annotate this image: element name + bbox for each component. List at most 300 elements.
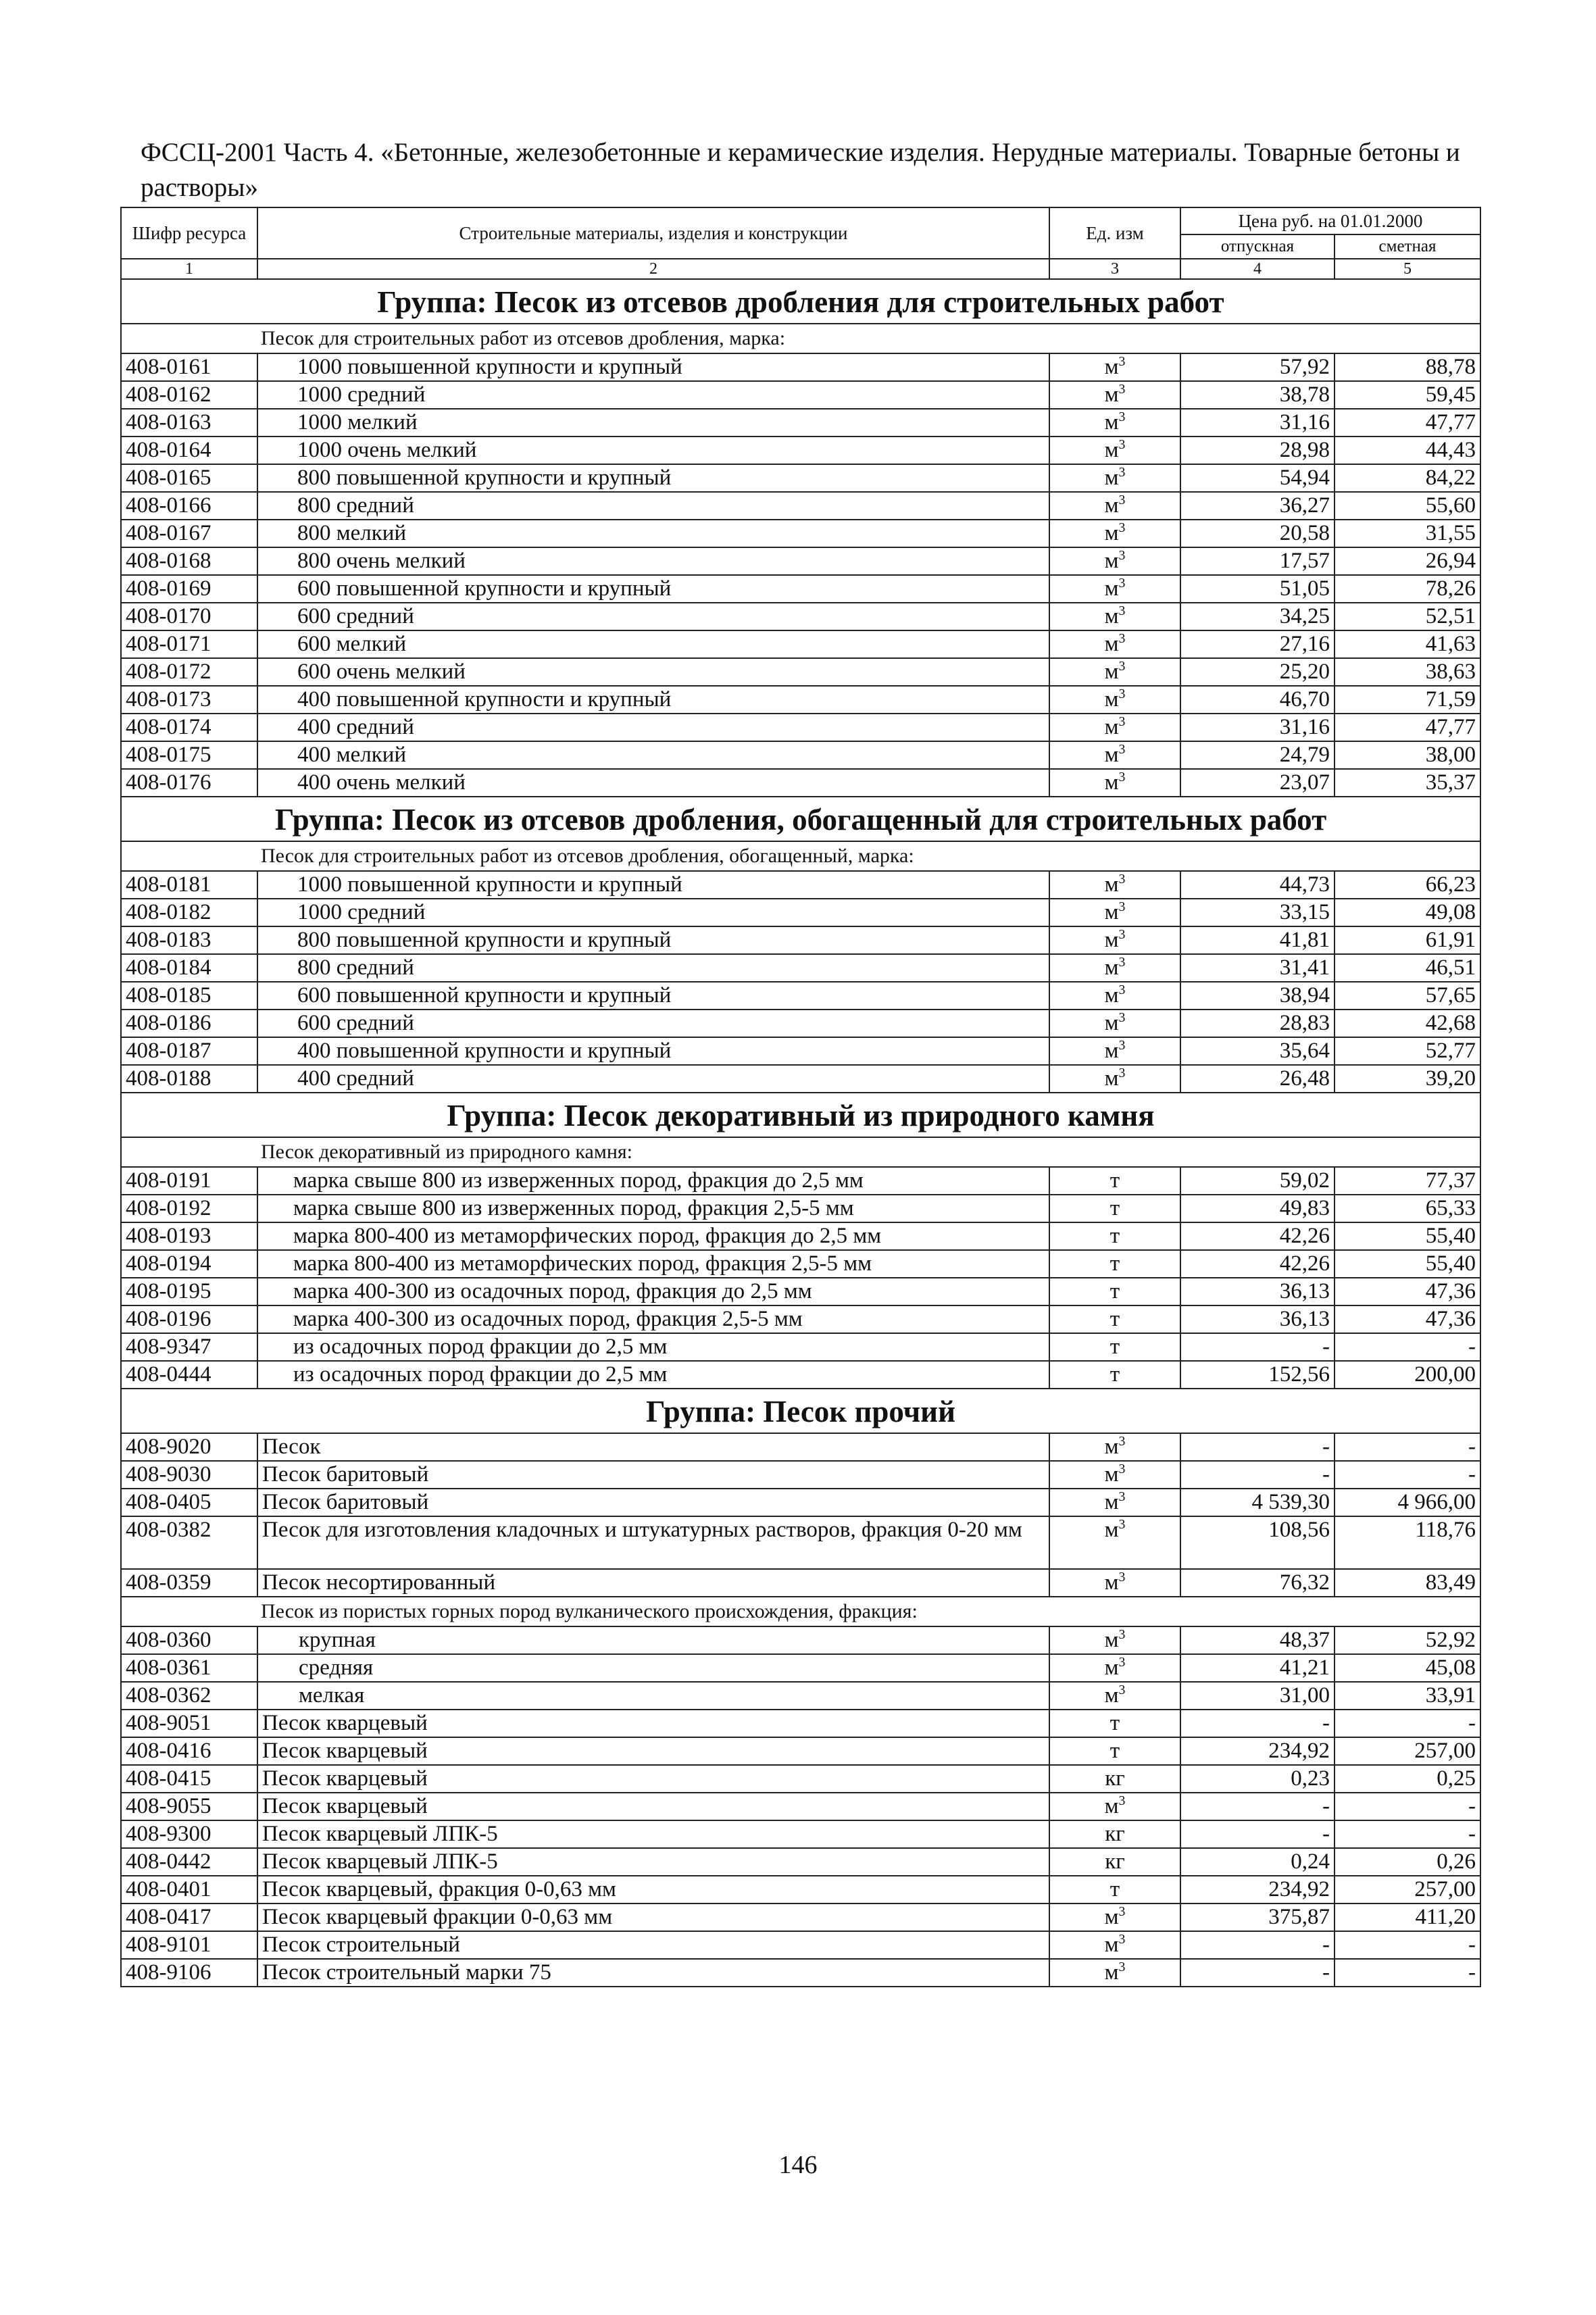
- release-price: -: [1180, 1461, 1335, 1489]
- resource-code: 408-0174: [121, 714, 257, 741]
- unit-exponent: 3: [1118, 714, 1126, 729]
- estimate-price: -: [1335, 1461, 1480, 1489]
- subheader-row: [121, 1137, 1480, 1167]
- unit-cell: [1049, 1710, 1180, 1737]
- table-row: [121, 714, 1480, 741]
- material-name: из осадочных пород фракции до 2,5 мм: [257, 1361, 1049, 1389]
- unit: т: [1109, 1307, 1120, 1331]
- table-row: [121, 353, 1480, 381]
- resource-code: 408-0192: [121, 1195, 257, 1222]
- resource-code: 408-0182: [121, 899, 257, 926]
- subheader-text: Песок декоративный из природного камня:: [261, 1141, 633, 1163]
- release-price: 38,94: [1180, 982, 1335, 1010]
- release-price: 4 539,30: [1180, 1489, 1335, 1516]
- resource-code: 408-0194: [121, 1250, 257, 1278]
- estimate-price: 66,23: [1335, 871, 1480, 899]
- unit: м: [1104, 872, 1119, 897]
- material-name: 1000 очень мелкий: [257, 437, 1049, 464]
- material-name: марка 400-300 из осадочных пород, фракция 2,5-5 мм: [257, 1305, 1049, 1333]
- resource-code: 408-0193: [121, 1222, 257, 1250]
- material-name: Песок баритовый: [257, 1489, 1049, 1516]
- estimate-price: 47,36: [1335, 1278, 1480, 1305]
- unit-cell: [1049, 1250, 1180, 1278]
- column-number: 4: [1180, 259, 1335, 279]
- table-row: [121, 1516, 1480, 1569]
- release-price: 25,20: [1180, 658, 1335, 686]
- unit: м: [1104, 1039, 1119, 1063]
- material-name: 600 средний: [257, 1010, 1049, 1037]
- resource-code: 408-0181: [121, 871, 257, 899]
- unit-cell: [1049, 1516, 1180, 1569]
- unit-cell: [1049, 982, 1180, 1010]
- unit: м: [1104, 743, 1119, 767]
- release-price: 35,64: [1180, 1037, 1335, 1065]
- header-price: Цена руб. на 01.01.2000: [1180, 207, 1480, 234]
- table-row: [121, 1361, 1480, 1389]
- unit: м: [1104, 549, 1119, 573]
- subheader-cell: [121, 1597, 1480, 1626]
- estimate-price: 46,51: [1335, 954, 1480, 982]
- unit: м: [1104, 715, 1119, 739]
- unit-cell: [1049, 1222, 1180, 1250]
- resource-code: 408-0186: [121, 1010, 257, 1037]
- unit-cell: [1049, 437, 1180, 464]
- unit-cell: [1049, 1793, 1180, 1820]
- resource-code: 408-0405: [121, 1489, 257, 1516]
- estimate-price: -: [1335, 1710, 1480, 1737]
- unit-exponent: 3: [1118, 1517, 1126, 1532]
- unit-cell: [1049, 1278, 1180, 1305]
- material-name: 1000 средний: [257, 381, 1049, 409]
- release-price: 28,83: [1180, 1010, 1335, 1037]
- table-row: [121, 1765, 1480, 1793]
- resource-code: 408-9020: [121, 1433, 257, 1461]
- material-name: Песок баритовый: [257, 1461, 1049, 1489]
- table-row: [121, 1461, 1480, 1489]
- unit-exponent: 3: [1118, 520, 1126, 535]
- material-name: Песок кварцевый фракции 0-0,63 мм: [257, 1903, 1049, 1931]
- unit-cell: [1049, 492, 1180, 520]
- unit-exponent: 3: [1118, 1066, 1126, 1080]
- estimate-price: 57,65: [1335, 982, 1480, 1010]
- unit: м: [1104, 1905, 1119, 1929]
- unit-exponent: 3: [1118, 1462, 1126, 1476]
- unit-cell: [1049, 1461, 1180, 1489]
- estimate-price: 52,51: [1335, 603, 1480, 630]
- table-row: [121, 1876, 1480, 1903]
- release-price: 27,16: [1180, 630, 1335, 658]
- unit: т: [1109, 1251, 1120, 1276]
- table-row: [121, 1737, 1480, 1765]
- unit: т: [1109, 1279, 1120, 1303]
- unit-exponent: 3: [1118, 742, 1126, 757]
- unit-cell: [1049, 1820, 1180, 1848]
- unit-cell: [1049, 1903, 1180, 1931]
- subheader-text: Песок из пористых горных пород вулканического происхождения, фракция:: [261, 1600, 918, 1622]
- unit-cell: [1049, 686, 1180, 714]
- table-row: [121, 1037, 1480, 1065]
- unit: м: [1104, 1656, 1119, 1680]
- material-name: 800 очень мелкий: [257, 547, 1049, 575]
- unit-exponent: 3: [1118, 1489, 1126, 1504]
- unit: м: [1104, 955, 1119, 980]
- table-row: [121, 658, 1480, 686]
- material-name: 600 очень мелкий: [257, 658, 1049, 686]
- column-numbers-row: [121, 259, 1480, 279]
- unit-exponent: 3: [1118, 955, 1126, 970]
- unit-cell: [1049, 954, 1180, 982]
- resource-code: 408-0171: [121, 630, 257, 658]
- release-price: 33,15: [1180, 899, 1335, 926]
- estimate-price: 47,77: [1335, 409, 1480, 437]
- estimate-price: 31,55: [1335, 520, 1480, 547]
- estimate-price: -: [1335, 1333, 1480, 1361]
- unit: т: [1109, 1224, 1120, 1248]
- release-price: -: [1180, 1820, 1335, 1848]
- resource-code: 408-0187: [121, 1037, 257, 1065]
- estimate-price: 44,43: [1335, 437, 1480, 464]
- unit: м: [1104, 1011, 1119, 1035]
- estimate-price: 411,20: [1335, 1903, 1480, 1931]
- subheader-cell: [121, 841, 1480, 871]
- release-price: 20,58: [1180, 520, 1335, 547]
- release-price: 59,02: [1180, 1167, 1335, 1195]
- unit-cell: [1049, 714, 1180, 741]
- unit-exponent: 3: [1118, 1960, 1126, 1974]
- unit: кг: [1105, 1849, 1125, 1874]
- release-price: -: [1180, 1710, 1335, 1737]
- unit: м: [1104, 382, 1119, 407]
- estimate-price: 47,77: [1335, 714, 1480, 741]
- material-name: крупная: [257, 1626, 1049, 1654]
- material-name: из осадочных пород фракции до 2,5 мм: [257, 1333, 1049, 1361]
- estimate-price: 0,25: [1335, 1765, 1480, 1793]
- subheader-cell: [121, 1137, 1480, 1167]
- unit-cell: [1049, 1037, 1180, 1065]
- release-price: 28,98: [1180, 437, 1335, 464]
- material-name: марка 800-400 из метаморфических пород, фракция 2,5-5 мм: [257, 1250, 1049, 1278]
- release-price: 57,92: [1180, 353, 1335, 381]
- material-name: мелкая: [257, 1682, 1049, 1710]
- unit-cell: [1049, 871, 1180, 899]
- unit-exponent: 3: [1118, 603, 1126, 618]
- unit-cell: [1049, 1931, 1180, 1959]
- unit: м: [1104, 900, 1119, 924]
- material-name: 1000 средний: [257, 899, 1049, 926]
- release-price: 31,16: [1180, 714, 1335, 741]
- unit: т: [1109, 1168, 1120, 1193]
- unit: м: [1104, 1570, 1119, 1595]
- resource-code: 408-0185: [121, 982, 257, 1010]
- unit-exponent: 3: [1118, 354, 1126, 369]
- release-price: -: [1180, 1333, 1335, 1361]
- resource-code: 408-0167: [121, 520, 257, 547]
- table-row: [121, 741, 1480, 769]
- unit: м: [1104, 521, 1119, 545]
- estimate-price: 38,63: [1335, 658, 1480, 686]
- release-price: -: [1180, 1793, 1335, 1820]
- release-price: 31,16: [1180, 409, 1335, 437]
- estimate-price: 65,33: [1335, 1195, 1480, 1222]
- resource-code: 408-0360: [121, 1626, 257, 1654]
- release-price: 38,78: [1180, 381, 1335, 409]
- table-row: [121, 1569, 1480, 1597]
- group-heading-row: [121, 797, 1480, 841]
- material-name: 600 повышенной крупности и крупный: [257, 575, 1049, 603]
- material-name: марка свыше 800 из изверженных пород, фракция до 2,5 мм: [257, 1167, 1049, 1195]
- table-row: [121, 899, 1480, 926]
- release-price: 46,70: [1180, 686, 1335, 714]
- unit-exponent: 3: [1118, 1904, 1126, 1919]
- release-price: 54,94: [1180, 464, 1335, 492]
- group-heading: Группа: Песок декоративный из природного камня: [121, 1093, 1480, 1137]
- estimate-price: 49,08: [1335, 899, 1480, 926]
- release-price: 0,23: [1180, 1765, 1335, 1793]
- estimate-price: 39,20: [1335, 1065, 1480, 1093]
- release-price: 24,79: [1180, 741, 1335, 769]
- estimate-price: -: [1335, 1931, 1480, 1959]
- material-name: марка 400-300 из осадочных пород, фракция до 2,5 мм: [257, 1278, 1049, 1305]
- unit: м: [1104, 604, 1119, 628]
- subheader-row: [121, 1597, 1480, 1626]
- group-heading-row: [121, 1093, 1480, 1137]
- estimate-price: 59,45: [1335, 381, 1480, 409]
- estimate-price: 88,78: [1335, 353, 1480, 381]
- table-row: [121, 547, 1480, 575]
- table-row: [121, 520, 1480, 547]
- table-row: [121, 381, 1480, 409]
- resource-code: 408-0175: [121, 741, 257, 769]
- unit: м: [1104, 687, 1119, 712]
- estimate-price: 61,91: [1335, 926, 1480, 954]
- release-price: 42,26: [1180, 1250, 1335, 1278]
- estimate-price: 200,00: [1335, 1361, 1480, 1389]
- release-price: 36,13: [1180, 1305, 1335, 1333]
- release-price: 42,26: [1180, 1222, 1335, 1250]
- material-name: 400 средний: [257, 1065, 1049, 1093]
- material-name: 600 повышенной крупности и крупный: [257, 982, 1049, 1010]
- subheader-text: Песок для строительных работ из отсевов дробления, обогащенный, марка:: [261, 845, 914, 867]
- resource-code: 408-0415: [121, 1765, 257, 1793]
- unit-cell: [1049, 1167, 1180, 1195]
- material-name: Песок кварцевый: [257, 1710, 1049, 1737]
- release-price: 31,00: [1180, 1682, 1335, 1710]
- release-price: 152,56: [1180, 1361, 1335, 1389]
- table-row: [121, 1167, 1480, 1195]
- unit-exponent: 3: [1118, 548, 1126, 563]
- resource-code: 408-0166: [121, 492, 257, 520]
- table-row: [121, 437, 1480, 464]
- release-price: 34,25: [1180, 603, 1335, 630]
- unit-cell: [1049, 1654, 1180, 1682]
- material-name: Песок кварцевый: [257, 1765, 1049, 1793]
- table-row: [121, 1654, 1480, 1682]
- resource-code: 408-0163: [121, 409, 257, 437]
- unit: м: [1104, 1683, 1119, 1708]
- unit-exponent: 3: [1118, 631, 1126, 646]
- unit: м: [1104, 1960, 1119, 1985]
- table-row: [121, 1931, 1480, 1959]
- estimate-price: 55,40: [1335, 1222, 1480, 1250]
- subheader-row: [121, 841, 1480, 871]
- estimate-price: 118,76: [1335, 1516, 1480, 1569]
- material-name: Песок строительный марки 75: [257, 1959, 1049, 1987]
- page-number: 146: [778, 2151, 818, 2179]
- material-name: 1000 мелкий: [257, 409, 1049, 437]
- unit-exponent: 3: [1118, 982, 1126, 997]
- unit-cell: [1049, 1569, 1180, 1597]
- table-row: [121, 409, 1480, 437]
- estimate-price: 55,60: [1335, 492, 1480, 520]
- release-price: 234,92: [1180, 1737, 1335, 1765]
- materials-price-table: [120, 207, 1481, 1987]
- material-name: 1000 повышенной крупности и крупный: [257, 353, 1049, 381]
- estimate-price: 55,40: [1335, 1250, 1480, 1278]
- material-name: 800 мелкий: [257, 520, 1049, 547]
- unit: м: [1104, 438, 1119, 462]
- material-name: Песок строительный: [257, 1931, 1049, 1959]
- unit-exponent: 3: [1118, 927, 1126, 942]
- material-name: Песок кварцевый: [257, 1793, 1049, 1820]
- unit-exponent: 3: [1118, 1038, 1126, 1053]
- group-heading-row: [121, 1389, 1480, 1433]
- unit: кг: [1105, 1822, 1125, 1846]
- release-price: 36,27: [1180, 492, 1335, 520]
- unit-cell: [1049, 464, 1180, 492]
- unit-cell: [1049, 381, 1180, 409]
- unit-exponent: 3: [1118, 687, 1126, 701]
- header-code: Шифр ресурса: [121, 207, 257, 259]
- material-name: марка 800-400 из метаморфических пород, фракция до 2,5 мм: [257, 1222, 1049, 1250]
- header-estimate-price: сметная: [1335, 234, 1480, 259]
- unit: т: [1109, 1362, 1120, 1387]
- estimate-price: 42,68: [1335, 1010, 1480, 1037]
- unit-cell: [1049, 1010, 1180, 1037]
- release-price: 49,83: [1180, 1195, 1335, 1222]
- table-row: [121, 686, 1480, 714]
- estimate-price: 77,37: [1335, 1167, 1480, 1195]
- unit: м: [1104, 410, 1119, 434]
- table-row: [121, 1010, 1480, 1037]
- table-row: [121, 1848, 1480, 1876]
- unit-cell: [1049, 1361, 1180, 1389]
- estimate-price: 52,92: [1335, 1626, 1480, 1654]
- column-number: 5: [1335, 259, 1480, 279]
- table-row: [121, 464, 1480, 492]
- release-price: 23,07: [1180, 769, 1335, 797]
- release-price: 36,13: [1180, 1278, 1335, 1305]
- release-price: 375,87: [1180, 1903, 1335, 1931]
- material-name: 400 мелкий: [257, 741, 1049, 769]
- unit: т: [1109, 1877, 1120, 1901]
- group-heading-row: [121, 279, 1480, 324]
- material-name: средняя: [257, 1654, 1049, 1682]
- unit-cell: [1049, 353, 1180, 381]
- unit-cell: [1049, 1848, 1180, 1876]
- table-header-row: [121, 207, 1480, 234]
- unit-exponent: 3: [1118, 659, 1126, 674]
- unit: м: [1104, 1518, 1119, 1542]
- estimate-price: 257,00: [1335, 1737, 1480, 1765]
- estimate-price: 84,22: [1335, 464, 1480, 492]
- unit: м: [1104, 659, 1119, 684]
- table-row: [121, 1333, 1480, 1361]
- material-name: 1000 повышенной крупности и крупный: [257, 871, 1049, 899]
- resource-code: 408-0165: [121, 464, 257, 492]
- estimate-price: 41,63: [1335, 630, 1480, 658]
- material-name: 400 очень мелкий: [257, 769, 1049, 797]
- unit-exponent: 3: [1118, 437, 1126, 452]
- estimate-price: -: [1335, 1793, 1480, 1820]
- unit: м: [1104, 770, 1119, 795]
- unit: м: [1104, 1462, 1119, 1487]
- table-row: [121, 575, 1480, 603]
- material-name: 400 средний: [257, 714, 1049, 741]
- unit-cell: [1049, 575, 1180, 603]
- resource-code: 408-9347: [121, 1333, 257, 1361]
- table-row: [121, 492, 1480, 520]
- resource-code: 408-0416: [121, 1737, 257, 1765]
- unit-exponent: 3: [1118, 1932, 1126, 1947]
- table-row: [121, 1710, 1480, 1737]
- header-release-price: отпускная: [1180, 234, 1335, 259]
- group-heading: Группа: Песок прочий: [121, 1389, 1480, 1433]
- resource-code: 408-0195: [121, 1278, 257, 1305]
- estimate-price: -: [1335, 1820, 1480, 1848]
- unit-cell: [1049, 1626, 1180, 1654]
- material-name: Песок кварцевый, фракция 0-0,63 мм: [257, 1876, 1049, 1903]
- unit-exponent: 3: [1118, 1570, 1126, 1585]
- resource-code: 408-0444: [121, 1361, 257, 1389]
- table-row: [121, 1820, 1480, 1848]
- unit-cell: [1049, 1489, 1180, 1516]
- unit-cell: [1049, 1305, 1180, 1333]
- unit: м: [1104, 1490, 1119, 1514]
- unit: м: [1104, 355, 1119, 379]
- material-name: 800 повышенной крупности и крупный: [257, 464, 1049, 492]
- group-heading: Группа: Песок из отсевов дробления для строительных работ: [121, 279, 1480, 324]
- unit-exponent: 3: [1118, 465, 1126, 480]
- material-name: Песок для изготовления кладочных и штукатурных растворов, фракция 0-20 мм: [257, 1516, 1049, 1569]
- resource-code: 408-0191: [121, 1167, 257, 1195]
- unit: м: [1104, 983, 1119, 1007]
- resource-code: 408-0183: [121, 926, 257, 954]
- estimate-price: 26,94: [1335, 547, 1480, 575]
- resource-code: 408-9101: [121, 1931, 257, 1959]
- table-row: [121, 1065, 1480, 1093]
- resource-code: 408-0164: [121, 437, 257, 464]
- resource-code: 408-0401: [121, 1876, 257, 1903]
- unit-exponent: 3: [1118, 576, 1126, 591]
- estimate-price: 83,49: [1335, 1569, 1480, 1597]
- table-row: [121, 1489, 1480, 1516]
- table-row: [121, 1626, 1480, 1654]
- release-price: 41,81: [1180, 926, 1335, 954]
- resource-code: 408-9030: [121, 1461, 257, 1489]
- unit-cell: [1049, 1065, 1180, 1093]
- material-name: 400 повышенной крупности и крупный: [257, 1037, 1049, 1065]
- resource-code: 408-0162: [121, 381, 257, 409]
- release-price: 234,92: [1180, 1876, 1335, 1903]
- unit-exponent: 3: [1118, 1793, 1126, 1808]
- unit-cell: [1049, 1682, 1180, 1710]
- release-price: 76,32: [1180, 1569, 1335, 1597]
- resource-code: 408-0176: [121, 769, 257, 797]
- unit-exponent: 3: [1118, 872, 1126, 887]
- unit-cell: [1049, 409, 1180, 437]
- table-row: [121, 1222, 1480, 1250]
- unit-exponent: 3: [1118, 493, 1126, 507]
